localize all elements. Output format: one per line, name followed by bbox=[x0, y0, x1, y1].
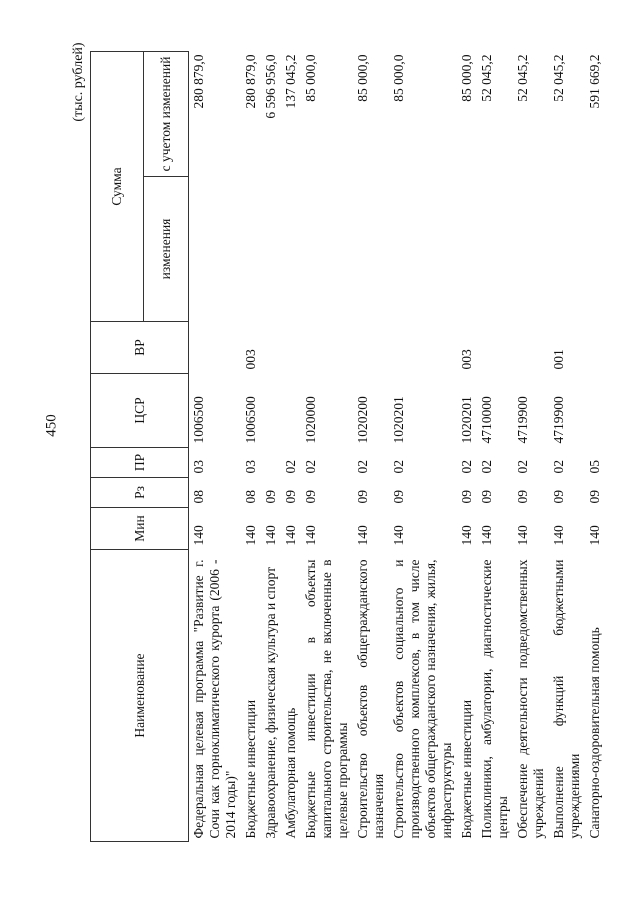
header-changes: изменения bbox=[144, 177, 189, 322]
table-row bbox=[281, 51, 301, 841]
row-csr: 1020200 bbox=[355, 396, 370, 444]
row-name: Выполнение функций бюджетными учреждениями bbox=[551, 559, 582, 839]
table-row bbox=[477, 51, 513, 841]
row-changes bbox=[513, 177, 549, 322]
row-pr: 02 bbox=[391, 460, 406, 474]
row-name: Санаторно-оздоровительная помощь bbox=[587, 627, 602, 839]
row-vr bbox=[353, 322, 389, 374]
page-number: 450 bbox=[43, 414, 60, 437]
row-min: 140 bbox=[459, 525, 474, 546]
row-total: 52 045,2 bbox=[551, 54, 566, 102]
row-pr bbox=[261, 448, 281, 478]
header-name: Наименование bbox=[91, 550, 189, 842]
row-changes bbox=[281, 177, 301, 322]
row-total: 85 000,0 bbox=[391, 54, 406, 102]
row-changes bbox=[585, 177, 605, 322]
table-row bbox=[261, 51, 281, 841]
row-min: 140 bbox=[391, 525, 406, 546]
row-changes bbox=[477, 177, 513, 322]
row-csr bbox=[281, 374, 301, 448]
row-rz: 09 bbox=[587, 490, 602, 504]
header-with-changes: с учетом изменений bbox=[144, 51, 189, 176]
row-min: 140 bbox=[479, 525, 494, 546]
table-row bbox=[241, 51, 261, 841]
row-changes bbox=[549, 177, 585, 322]
row-min: 140 bbox=[587, 525, 602, 546]
budget-table-container bbox=[90, 52, 600, 842]
row-min: 140 bbox=[263, 525, 278, 546]
row-min: 140 bbox=[191, 525, 206, 546]
row-rz: 09 bbox=[459, 490, 474, 504]
units-label: (тыс. рублей) bbox=[71, 42, 86, 122]
row-changes bbox=[353, 177, 389, 322]
row-csr: 1006500 bbox=[243, 396, 258, 444]
row-changes bbox=[301, 177, 353, 322]
row-rz: 09 bbox=[283, 490, 298, 504]
row-changes bbox=[457, 177, 477, 322]
header-csr: ЦСР bbox=[91, 374, 189, 448]
row-vr bbox=[301, 322, 353, 374]
row-changes bbox=[261, 177, 281, 322]
header-rz: Рз bbox=[91, 478, 189, 508]
row-rz: 09 bbox=[303, 490, 318, 504]
table-row bbox=[189, 51, 242, 841]
row-min: 140 bbox=[515, 525, 530, 546]
row-total: 591 669,2 bbox=[587, 54, 602, 109]
row-name: Строительство объектов социального и производственного комплексов, в том числе объектов общегражданского назначения, жилья, инфраструктуры bbox=[391, 559, 454, 839]
budget-table bbox=[90, 51, 605, 842]
row-total: 52 045,2 bbox=[515, 54, 530, 102]
row-min: 140 bbox=[283, 525, 298, 546]
row-name: Бюджетные инвестиции bbox=[243, 699, 258, 839]
row-total: 6 596 956,0 bbox=[263, 54, 278, 119]
row-vr bbox=[261, 322, 281, 374]
row-pr: 03 bbox=[191, 460, 206, 474]
row-total: 85 000,0 bbox=[459, 54, 474, 102]
row-changes bbox=[189, 177, 242, 322]
row-total: 280 879,0 bbox=[191, 54, 206, 109]
row-vr: 003 bbox=[459, 349, 474, 370]
header-sum: Сумма bbox=[91, 51, 144, 321]
row-name: Бюджетные инвестиции в объекты капитального строительства, не включенные в целевые программы bbox=[303, 559, 350, 839]
row-total: 280 879,0 bbox=[243, 54, 258, 109]
row-vr: 001 bbox=[551, 349, 566, 370]
row-vr bbox=[281, 322, 301, 374]
row-csr: 1020201 bbox=[459, 396, 474, 444]
header-pr: ПР bbox=[91, 448, 189, 478]
row-min: 140 bbox=[355, 525, 370, 546]
row-pr: 05 bbox=[587, 460, 602, 474]
row-csr: 4719900 bbox=[551, 396, 566, 444]
row-name: Амбулаторная помощь bbox=[283, 707, 298, 839]
table-row bbox=[513, 51, 549, 841]
row-name: Поликлиники, амбулатории, диагностические центры bbox=[479, 559, 510, 839]
row-vr bbox=[513, 322, 549, 374]
table-row bbox=[585, 51, 605, 841]
row-pr: 02 bbox=[515, 460, 530, 474]
row-rz: 08 bbox=[191, 490, 206, 504]
row-vr bbox=[477, 322, 513, 374]
row-csr bbox=[261, 374, 281, 448]
row-name: Здравоохранение, физическая культура и спорт bbox=[263, 567, 278, 839]
row-csr: 4710000 bbox=[479, 396, 494, 444]
row-csr: 4719900 bbox=[515, 396, 530, 444]
header-min: Мин bbox=[91, 508, 189, 550]
row-csr bbox=[585, 374, 605, 448]
row-name: Строительство объектов общегражданского назначения bbox=[355, 559, 386, 839]
row-min: 140 bbox=[243, 525, 258, 546]
row-min: 140 bbox=[303, 525, 318, 546]
row-rz: 09 bbox=[355, 490, 370, 504]
table-row bbox=[549, 51, 585, 841]
row-vr bbox=[189, 322, 242, 374]
row-min: 140 bbox=[551, 525, 566, 546]
row-pr: 02 bbox=[459, 460, 474, 474]
row-pr: 02 bbox=[479, 460, 494, 474]
row-pr: 03 bbox=[243, 460, 258, 474]
row-name: Бюджетные инвестиции bbox=[459, 699, 474, 839]
table-row bbox=[457, 51, 477, 841]
row-changes bbox=[241, 177, 261, 322]
header-vr: ВР bbox=[91, 322, 189, 374]
row-name: Федеральная целевая программа "Развитие г. Сочи как горноклиматического курорта (2006 - 2014 годы)" bbox=[191, 559, 238, 839]
row-rz: 09 bbox=[479, 490, 494, 504]
row-rz: 09 bbox=[551, 490, 566, 504]
row-rz: 09 bbox=[515, 490, 530, 504]
row-rz: 09 bbox=[263, 490, 278, 504]
row-rz: 08 bbox=[243, 490, 258, 504]
table-row bbox=[353, 51, 389, 841]
row-vr bbox=[389, 322, 457, 374]
row-total: 85 000,0 bbox=[355, 54, 370, 102]
row-csr: 1020201 bbox=[391, 396, 406, 444]
row-vr bbox=[585, 322, 605, 374]
header-row bbox=[91, 51, 144, 841]
row-pr: 02 bbox=[551, 460, 566, 474]
row-pr: 02 bbox=[303, 460, 318, 474]
row-name: Обеспечение деятельности подведомственных учреждений bbox=[515, 559, 546, 839]
row-vr: 003 bbox=[243, 349, 258, 370]
row-pr: 02 bbox=[283, 460, 298, 474]
row-total: 137 045,2 bbox=[283, 54, 298, 109]
row-total: 85 000,0 bbox=[303, 54, 318, 102]
table-row bbox=[389, 51, 457, 841]
row-csr: 1006500 bbox=[191, 396, 206, 444]
table-body bbox=[189, 51, 606, 841]
row-csr: 1020000 bbox=[303, 396, 318, 444]
table-row bbox=[301, 51, 353, 841]
row-changes bbox=[389, 177, 457, 322]
row-total: 52 045,2 bbox=[479, 54, 494, 102]
row-rz: 09 bbox=[391, 490, 406, 504]
row-pr: 02 bbox=[355, 460, 370, 474]
